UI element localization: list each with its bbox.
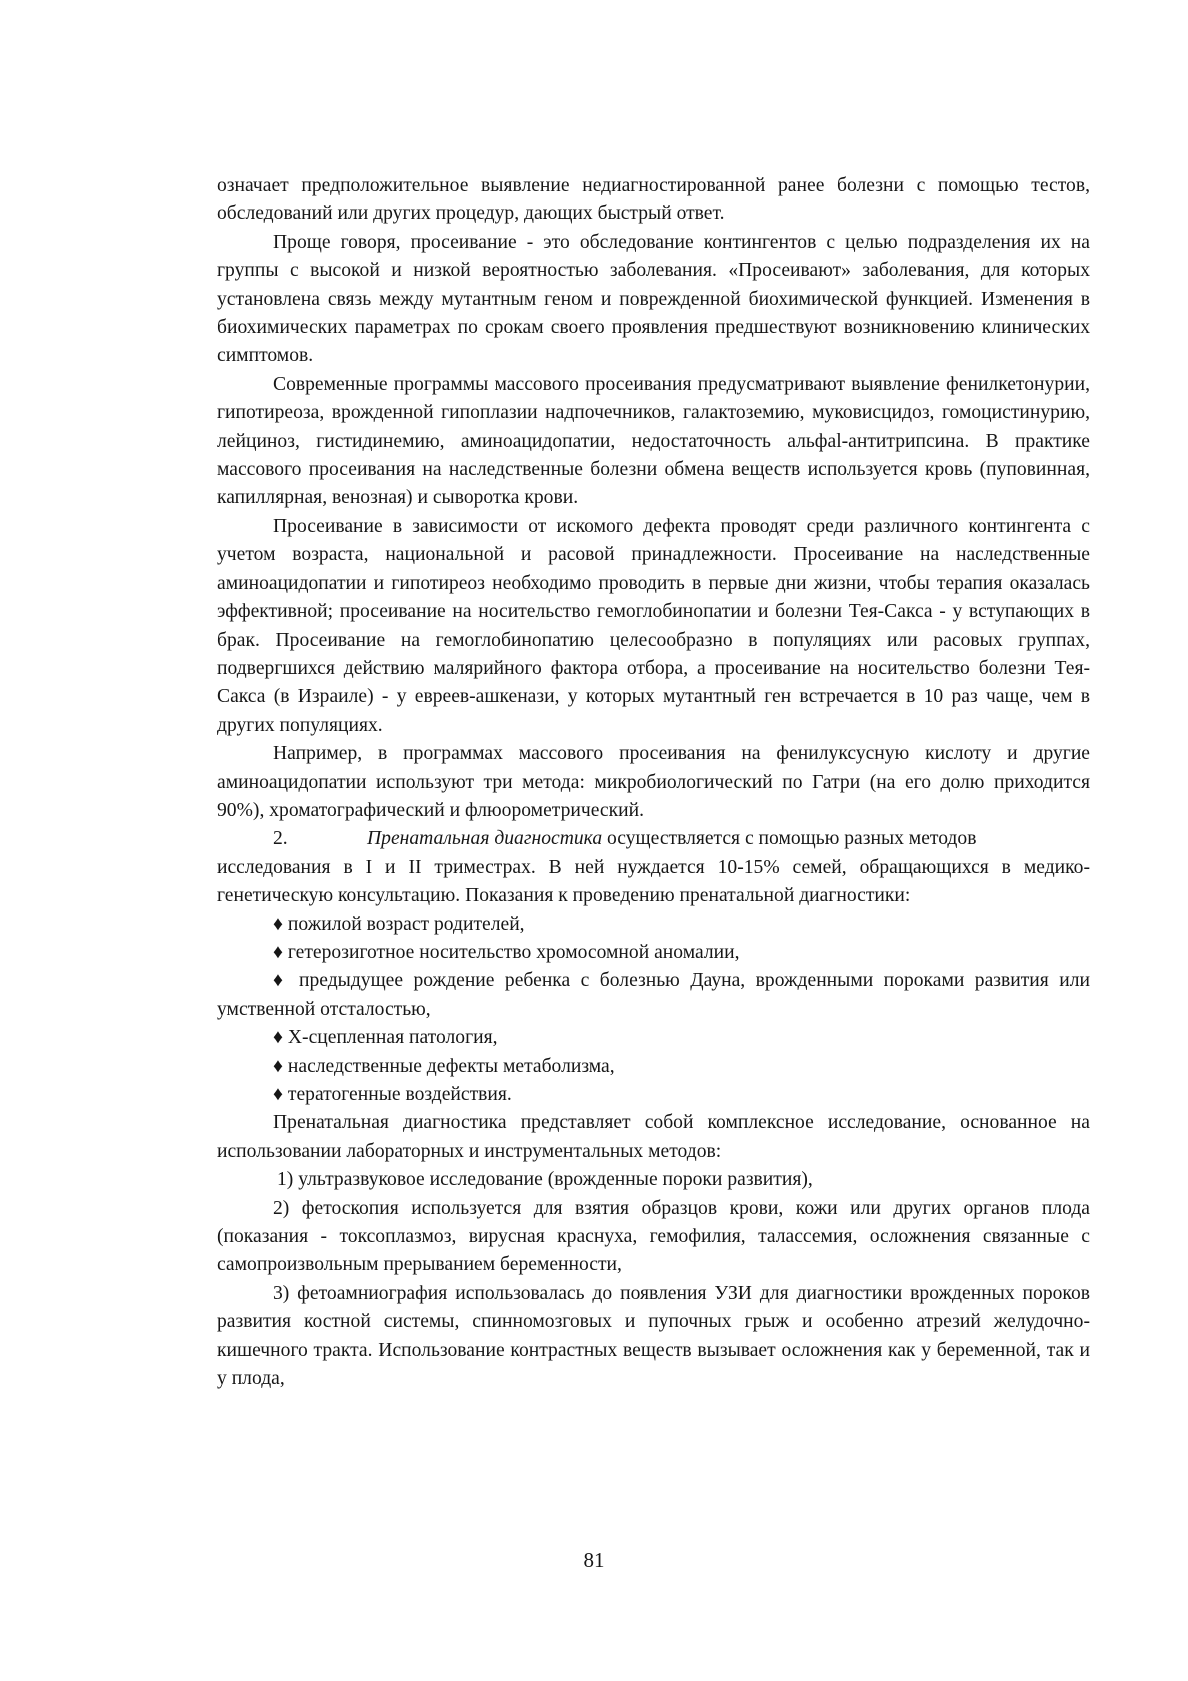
paragraph-screening-definition: Проще говоря, просеивание - это обследование контингентов с целью подразделения их на группы с высокой и низкой вероятностью заболевания. «Просеивают» заболевания, для которых установлена связь между мутантным геном и поврежденной биохимической функцией. Изменения в биохимических параметрах по срокам своего проявления предшествуют возникновению клинических симптомов. [217, 231, 1090, 367]
paragraph-prenatal-methods-intro: Пренатальная диагностика представляет собой комплексное исследование, основанное на использовании лабораторных и инструментальных методов: [217, 1112, 1090, 1162]
method-item: 3) фетоамниография использовалась до появления УЗИ для диагностики врожденных пороков развития костной системы, спинномозговых и пупочных грыж и особенно атрезий желудочно-кишечного тракта. Использование контрастных веществ вызывает осложнения как у беременной, так и у плода, [217, 1282, 1090, 1390]
section-number: 2. [273, 828, 288, 850]
paragraph-screening-methods: Например, в программах массового просеивания на фенилуксусную кислоту и другие аминоацидопатии используют три метода: микробиологический по Гатри (на его долю приходится 90%), хроматографический и флюорометрический. [217, 743, 1090, 821]
paragraph-screening-contingent: Просеивание в зависимости от искомого дефекта проводят среди различного контингента с учетом возраста, национальной и расовой принадлежности. Просеивание на наследственные аминоацидопатии и гипотиреоз необходимо проводить в первые дни жизни, чтобы терапия оказалась эффективной; просеивание на носительство гемоглобинопатии и болезни Тея-Сакса - у вступающих в брак. Просеивание на гемоглобинопатию целесообразно в популяциях или расовых группах, подвергшихся действию малярийного фактора отбора, а просеивание на носительство болезни Тея-Сакса (в Израиле) - у евреев-ашкенази, у которых мутантный ген встречается в 10 раз чаще, чем в других популяциях. [217, 515, 1090, 736]
section-term: Пренатальная диагностика [367, 828, 603, 850]
paragraph-mass-screening-programs: Современные программы массового просеивания предусматривают выявление фенилкетонурии, гипотиреоза, врожденной гипоплазии надпочечников, галактоземию, муковисцидоз, гомоцистинурию, лейциноз, гистидинемию, аминоацидопатии, недостаточность альфаl-антитрипсина. В практике массового просеивания на наследственные болезни обмена веществ используется кровь (пуповинная, капиллярная, венозная) и сыворотка крови. [217, 373, 1090, 509]
indication-item: ♦ тератогенные воздействия. [273, 1084, 512, 1105]
indication-item: ♦ Х-сцепленная патология, [273, 1027, 498, 1049]
paragraph-prenatal-indications-intro: исследования в I и II триместрах. В ней нуждается 10-15% семей, обращающихся в медико-генетическую консультацию. Показания к проведению пренатальной диагностики: [217, 856, 1090, 907]
section-intro-line: осуществляется с помощью разных методов [602, 828, 977, 850]
section-prenatal-diagnostics-heading [217, 825, 1090, 853]
method-item: 1) ультразвуковое исследование (врожденные пороки развития), [277, 1169, 813, 1191]
page-number: 81 [583, 1548, 605, 1572]
indication-item: ♦ наследственные дефекты метаболизма, [273, 1055, 615, 1077]
paragraph-continuation: означает предположительное выявление недиагностированной ранее болезни с помощью тестов, обследований или других процедур, дающих быстрый ответ. [217, 175, 1090, 225]
indication-item: ♦ предыдущее рождение ребенка с болезнью Дауна, врожденными пороками развития или умственной отсталостью, [217, 970, 1090, 1020]
body-text [217, 172, 1090, 1393]
indication-item: ♦ пожилой возраст родителей, [273, 913, 525, 935]
indication-item: ♦ гетерозиготное носительство хромосомной аномалии, [273, 941, 740, 963]
method-item: 2) фетоскопия используется для взятия образцов крови, кожи или других органов плода (показания - токсоплазмоз, вирусная краснуха, гемофилия, талассемия, осложнения связанные с самопроизвольным прерыванием беременности, [217, 1197, 1090, 1276]
